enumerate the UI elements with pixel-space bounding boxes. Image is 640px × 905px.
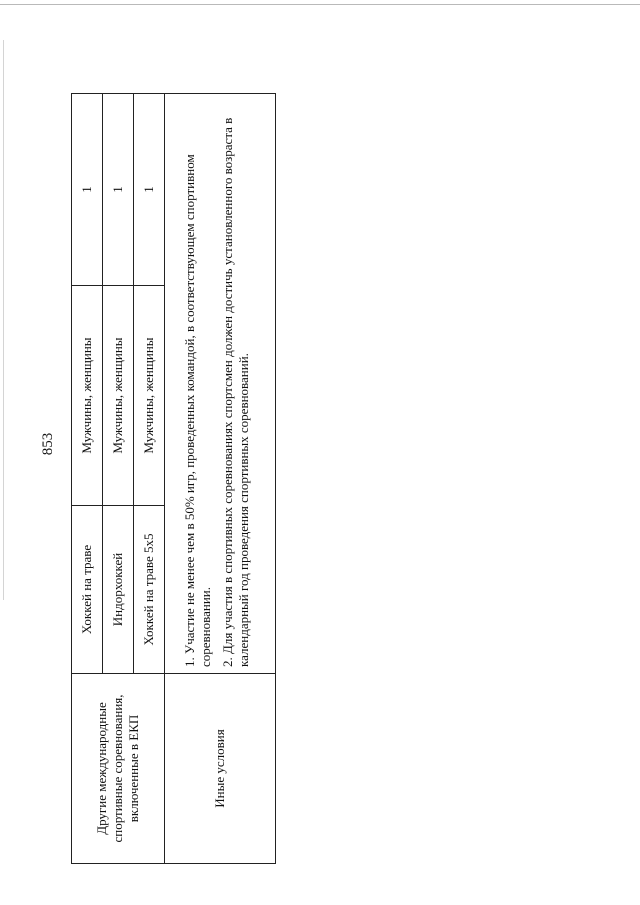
page-number: 853 — [40, 432, 56, 456]
table-row — [165, 94, 276, 864]
count-cell: 1 — [72, 94, 103, 286]
left-scan-edge — [3, 40, 4, 600]
requirements-table — [71, 93, 276, 864]
condition-item: 2. Для участия в спортивных соревнованиях спортсмен должен достичь установленного возраста в календарный год проведения спортивных соревнований. — [220, 117, 251, 667]
gender-cell: Мужчины, женщины — [134, 286, 165, 506]
table-row — [72, 94, 103, 864]
gender-cell: Мужчины, женщины — [103, 286, 134, 506]
sport-cell: Хоккей на траве — [72, 506, 103, 674]
conditions-text — [165, 94, 276, 674]
other-conditions-label: Иные условия — [165, 674, 276, 864]
count-cell: 1 — [103, 94, 134, 286]
sport-cell: Индорхоккей — [103, 506, 134, 674]
gender-cell: Мужчины, женщины — [72, 286, 103, 506]
count-cell: 1 — [134, 94, 165, 286]
rotated-page-content — [40, 94, 275, 864]
sport-cell: Хоккей на траве 5x5 — [134, 506, 165, 674]
condition-item: 1. Участие не менее чем в 50% игр, проведенных командой, в соответствующем спортивном соревновании. — [182, 154, 213, 667]
other-competitions-label: Другие международные спортивные соревнования, включенные в ЕКП — [72, 674, 165, 864]
top-page-rule — [0, 4, 640, 5]
